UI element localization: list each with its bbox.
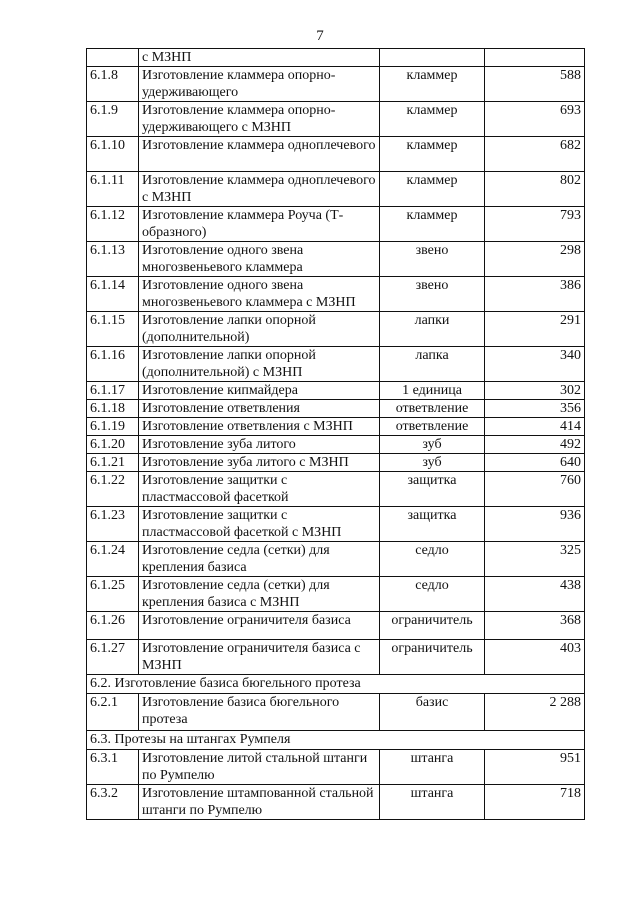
unit-cell: звено (380, 242, 485, 277)
table-row (87, 785, 585, 820)
code-cell: 6.1.13 (87, 242, 139, 277)
section-title: 6.2. Изготовление базиса бюгельного протеза (87, 675, 585, 694)
table-section-row (87, 731, 585, 750)
table-row (87, 137, 585, 172)
code-cell: 6.1.15 (87, 312, 139, 347)
code-cell: 6.3.2 (87, 785, 139, 820)
name-cell: Изготовление зуба литого (139, 436, 380, 454)
price-cell: 802 (485, 172, 585, 207)
price-table-body (87, 49, 585, 820)
code-cell: 6.1.9 (87, 102, 139, 137)
code-cell: 6.1.18 (87, 400, 139, 418)
unit-cell: зуб (380, 454, 485, 472)
unit-cell (380, 49, 485, 67)
code-cell: 6.1.10 (87, 137, 139, 172)
unit-cell: седло (380, 577, 485, 612)
page-number: 7 (316, 28, 324, 44)
unit-cell: ограничитель (380, 612, 485, 640)
name-cell: Изготовление кламмера опорно-удерживающего с МЗНП (139, 102, 380, 137)
table-row (87, 640, 585, 675)
unit-cell: кламмер (380, 67, 485, 102)
unit-cell: ответвление (380, 400, 485, 418)
price-cell: 640 (485, 454, 585, 472)
name-cell: Изготовление ответвления с МЗНП (139, 418, 380, 436)
unit-cell: кламмер (380, 102, 485, 137)
price-cell: 2 288 (485, 694, 585, 731)
unit-cell: кламмер (380, 207, 485, 242)
code-cell: 6.1.23 (87, 507, 139, 542)
table-row (87, 750, 585, 785)
unit-cell: кламмер (380, 172, 485, 207)
price-cell: 403 (485, 640, 585, 675)
table-row (87, 454, 585, 472)
price-cell: 325 (485, 542, 585, 577)
code-cell: 6.1.8 (87, 67, 139, 102)
name-cell: Изготовление ограничителя базиса (139, 612, 380, 640)
code-cell: 6.2.1 (87, 694, 139, 731)
name-cell: Изготовление защитки с пластмассовой фасеткой (139, 472, 380, 507)
code-cell: 6.1.11 (87, 172, 139, 207)
name-cell: Изготовление одного звена многозвеньевого кламмера (139, 242, 380, 277)
unit-cell: кламмер (380, 137, 485, 172)
code-cell: 6.1.19 (87, 418, 139, 436)
unit-cell: седло (380, 542, 485, 577)
table-row (87, 207, 585, 242)
table-row (87, 312, 585, 347)
unit-cell: ограничитель (380, 640, 485, 675)
name-cell: Изготовление седла (сетки) для крепления базиса с МЗНП (139, 577, 380, 612)
price-cell: 936 (485, 507, 585, 542)
price-cell: 682 (485, 137, 585, 172)
name-cell: Изготовление лапки опорной (дополнительной) с МЗНП (139, 347, 380, 382)
code-cell: 6.1.26 (87, 612, 139, 640)
price-cell: 386 (485, 277, 585, 312)
table-row (87, 436, 585, 454)
name-cell: Изготовление кипмайдера (139, 382, 380, 400)
table-row (87, 102, 585, 137)
table-row (87, 382, 585, 400)
name-cell: с МЗНП (139, 49, 380, 67)
unit-cell: штанга (380, 785, 485, 820)
price-cell: 340 (485, 347, 585, 382)
price-cell: 793 (485, 207, 585, 242)
table-row (87, 507, 585, 542)
code-cell: 6.1.24 (87, 542, 139, 577)
name-cell: Изготовление базиса бюгельного протеза (139, 694, 380, 731)
table-section-row (87, 675, 585, 694)
code-cell: 6.1.12 (87, 207, 139, 242)
price-cell: 438 (485, 577, 585, 612)
unit-cell: базис (380, 694, 485, 731)
price-table (86, 48, 585, 820)
price-cell: 414 (485, 418, 585, 436)
name-cell: Изготовление седла (сетки) для крепления базиса (139, 542, 380, 577)
name-cell: Изготовление зуба литого с МЗНП (139, 454, 380, 472)
price-cell: 291 (485, 312, 585, 347)
code-cell: 6.1.16 (87, 347, 139, 382)
price-cell: 368 (485, 612, 585, 640)
code-cell: 6.3.1 (87, 750, 139, 785)
unit-cell: штанга (380, 750, 485, 785)
code-cell: 6.1.27 (87, 640, 139, 675)
unit-cell: лапки (380, 312, 485, 347)
table-row (87, 277, 585, 312)
name-cell: Изготовление ограничителя базиса с МЗНП (139, 640, 380, 675)
name-cell: Изготовление литой стальной штанги по Румпелю (139, 750, 380, 785)
unit-cell: 1 единица (380, 382, 485, 400)
unit-cell: звено (380, 277, 485, 312)
price-cell: 718 (485, 785, 585, 820)
name-cell: Изготовление лапки опорной (дополнительной) (139, 312, 380, 347)
name-cell: Изготовление кламмера одноплечевого с МЗНП (139, 172, 380, 207)
table-row (87, 67, 585, 102)
name-cell: Изготовление защитки с пластмассовой фасеткой с МЗНП (139, 507, 380, 542)
section-title: 6.3. Протезы на штангах Румпеля (87, 731, 585, 750)
name-cell: Изготовление кламмера одноплечевого (139, 137, 380, 172)
table-row (87, 400, 585, 418)
unit-cell: зуб (380, 436, 485, 454)
price-cell: 492 (485, 436, 585, 454)
unit-cell: ответвление (380, 418, 485, 436)
table-row (87, 242, 585, 277)
table-row-continuation (87, 49, 585, 67)
code-cell: 6.1.22 (87, 472, 139, 507)
name-cell: Изготовление кламмера опорно-удерживающего (139, 67, 380, 102)
table-row (87, 577, 585, 612)
price-cell: 760 (485, 472, 585, 507)
code-cell: 6.1.21 (87, 454, 139, 472)
code-cell: 6.1.17 (87, 382, 139, 400)
unit-cell: защитка (380, 472, 485, 507)
code-cell: 6.1.14 (87, 277, 139, 312)
price-cell: 951 (485, 750, 585, 785)
table-row (87, 542, 585, 577)
name-cell: Изготовление одного звена многозвеньевого кламмера с МЗНП (139, 277, 380, 312)
table-row (87, 347, 585, 382)
price-cell: 588 (485, 67, 585, 102)
price-cell: 356 (485, 400, 585, 418)
name-cell: Изготовление штампованной стальной штанги по Румпелю (139, 785, 380, 820)
table-row (87, 418, 585, 436)
table-row (87, 172, 585, 207)
code-cell: 6.1.20 (87, 436, 139, 454)
code-cell (87, 49, 139, 67)
unit-cell: лапка (380, 347, 485, 382)
table-row (87, 612, 585, 640)
name-cell: Изготовление ответвления (139, 400, 380, 418)
price-cell: 298 (485, 242, 585, 277)
price-cell (485, 49, 585, 67)
table-row (87, 694, 585, 731)
code-cell: 6.1.25 (87, 577, 139, 612)
unit-cell: защитка (380, 507, 485, 542)
name-cell: Изготовление кламмера Роуча (Т-образного) (139, 207, 380, 242)
price-cell: 302 (485, 382, 585, 400)
price-cell: 693 (485, 102, 585, 137)
table-row (87, 472, 585, 507)
